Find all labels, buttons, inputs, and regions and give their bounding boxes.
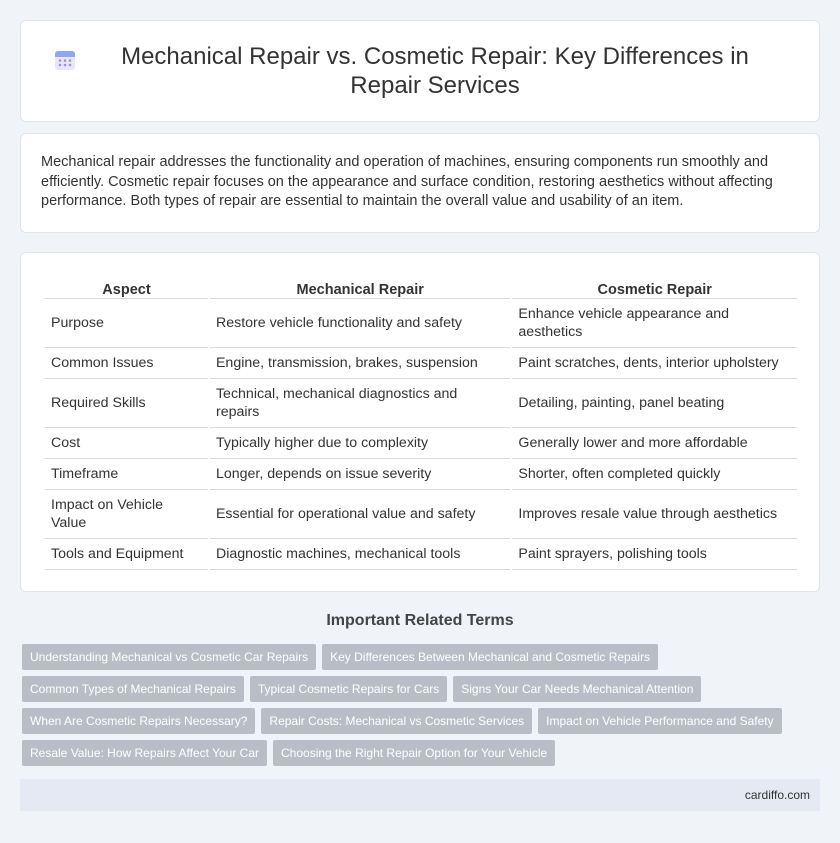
header-aspect: Aspect <box>45 275 208 299</box>
related-term-link[interactable]: Resale Value: How Repairs Affect Your Car <box>22 740 267 766</box>
table-row <box>45 459 797 490</box>
related-term-link[interactable]: Typical Cosmetic Repairs for Cars <box>250 676 447 702</box>
table-cell: Restore vehicle functionality and safety <box>210 299 510 348</box>
table-cell: Detailing, painting, panel beating <box>512 379 797 428</box>
table-cell: Enhance vehicle appearance and aesthetics <box>512 299 797 348</box>
table-row <box>45 348 797 379</box>
related-terms-heading: Important Related Terms <box>326 612 514 629</box>
related-term-link[interactable]: Understanding Mechanical vs Cosmetic Car Repairs <box>22 644 316 670</box>
table-header-row <box>45 275 797 299</box>
intro-paragraph: Mechanical repair addresses the functionality and operation of machines, ensuring components run smoothly and efficiently. Cosmetic repair focuses on the appearance and surface condition, restoring aesthetics without affecting performance. Both types of repair are essential to maintain the overall value and usability of an item. <box>41 154 773 209</box>
related-term-link[interactable]: Choosing the Right Repair Option for Your Vehicle <box>273 740 555 766</box>
related-term-link[interactable]: When Are Cosmetic Repairs Necessary? <box>22 708 255 734</box>
intro-card <box>20 133 820 233</box>
footer-site-name[interactable]: cardiffo.com <box>744 788 810 802</box>
table-cell: Common Issues <box>45 348 208 379</box>
table-cell: Longer, depends on issue severity <box>210 459 510 490</box>
table-cell: Diagnostic machines, mechanical tools <box>210 539 510 570</box>
table-cell: Essential for operational value and safety <box>210 490 510 539</box>
table-row <box>45 428 797 459</box>
table-cell: Engine, transmission, brakes, suspension <box>210 348 510 379</box>
table-cell: Improves resale value through aesthetics <box>512 490 797 539</box>
table-cell: Generally lower and more affordable <box>512 428 797 459</box>
page-title: Mechanical Repair vs. Cosmetic Repair: Key Differences in Repair Services <box>121 43 749 99</box>
related-term-link[interactable]: Repair Costs: Mechanical vs Cosmetic Services <box>261 708 532 734</box>
table-row <box>45 490 797 539</box>
table-cell: Cost <box>45 428 208 459</box>
table-row <box>45 299 797 348</box>
table-cell: Timeframe <box>45 459 208 490</box>
comparison-card <box>20 252 820 592</box>
related-term-link[interactable]: Signs Your Car Needs Mechanical Attention <box>453 676 701 702</box>
comparison-table <box>43 275 799 570</box>
header-cosmetic-repair: Cosmetic Repair <box>512 275 797 299</box>
table-cell: Impact on Vehicle Value <box>45 490 208 539</box>
table-cell: Shorter, often completed quickly <box>512 459 797 490</box>
related-term-link[interactable]: Key Differences Between Mechanical and Cosmetic Repairs <box>322 644 658 670</box>
table-cell: Purpose <box>45 299 208 348</box>
table-cell: Typically higher due to complexity <box>210 428 510 459</box>
header-card <box>20 20 820 122</box>
related-terms-list <box>22 644 812 766</box>
footer <box>20 779 820 811</box>
table-cell: Tools and Equipment <box>45 539 208 570</box>
related-term-link[interactable]: Impact on Vehicle Performance and Safety <box>538 708 781 734</box>
table-cell: Required Skills <box>45 379 208 428</box>
table-cell: Technical, mechanical diagnostics and repairs <box>210 379 510 428</box>
table-row <box>45 539 797 570</box>
header-mechanical-repair: Mechanical Repair <box>210 275 510 299</box>
table-row <box>45 379 797 428</box>
related-term-link[interactable]: Common Types of Mechanical Repairs <box>22 676 244 702</box>
table-cell: Paint sprayers, polishing tools <box>512 539 797 570</box>
table-cell: Paint scratches, dents, interior upholstery <box>512 348 797 379</box>
